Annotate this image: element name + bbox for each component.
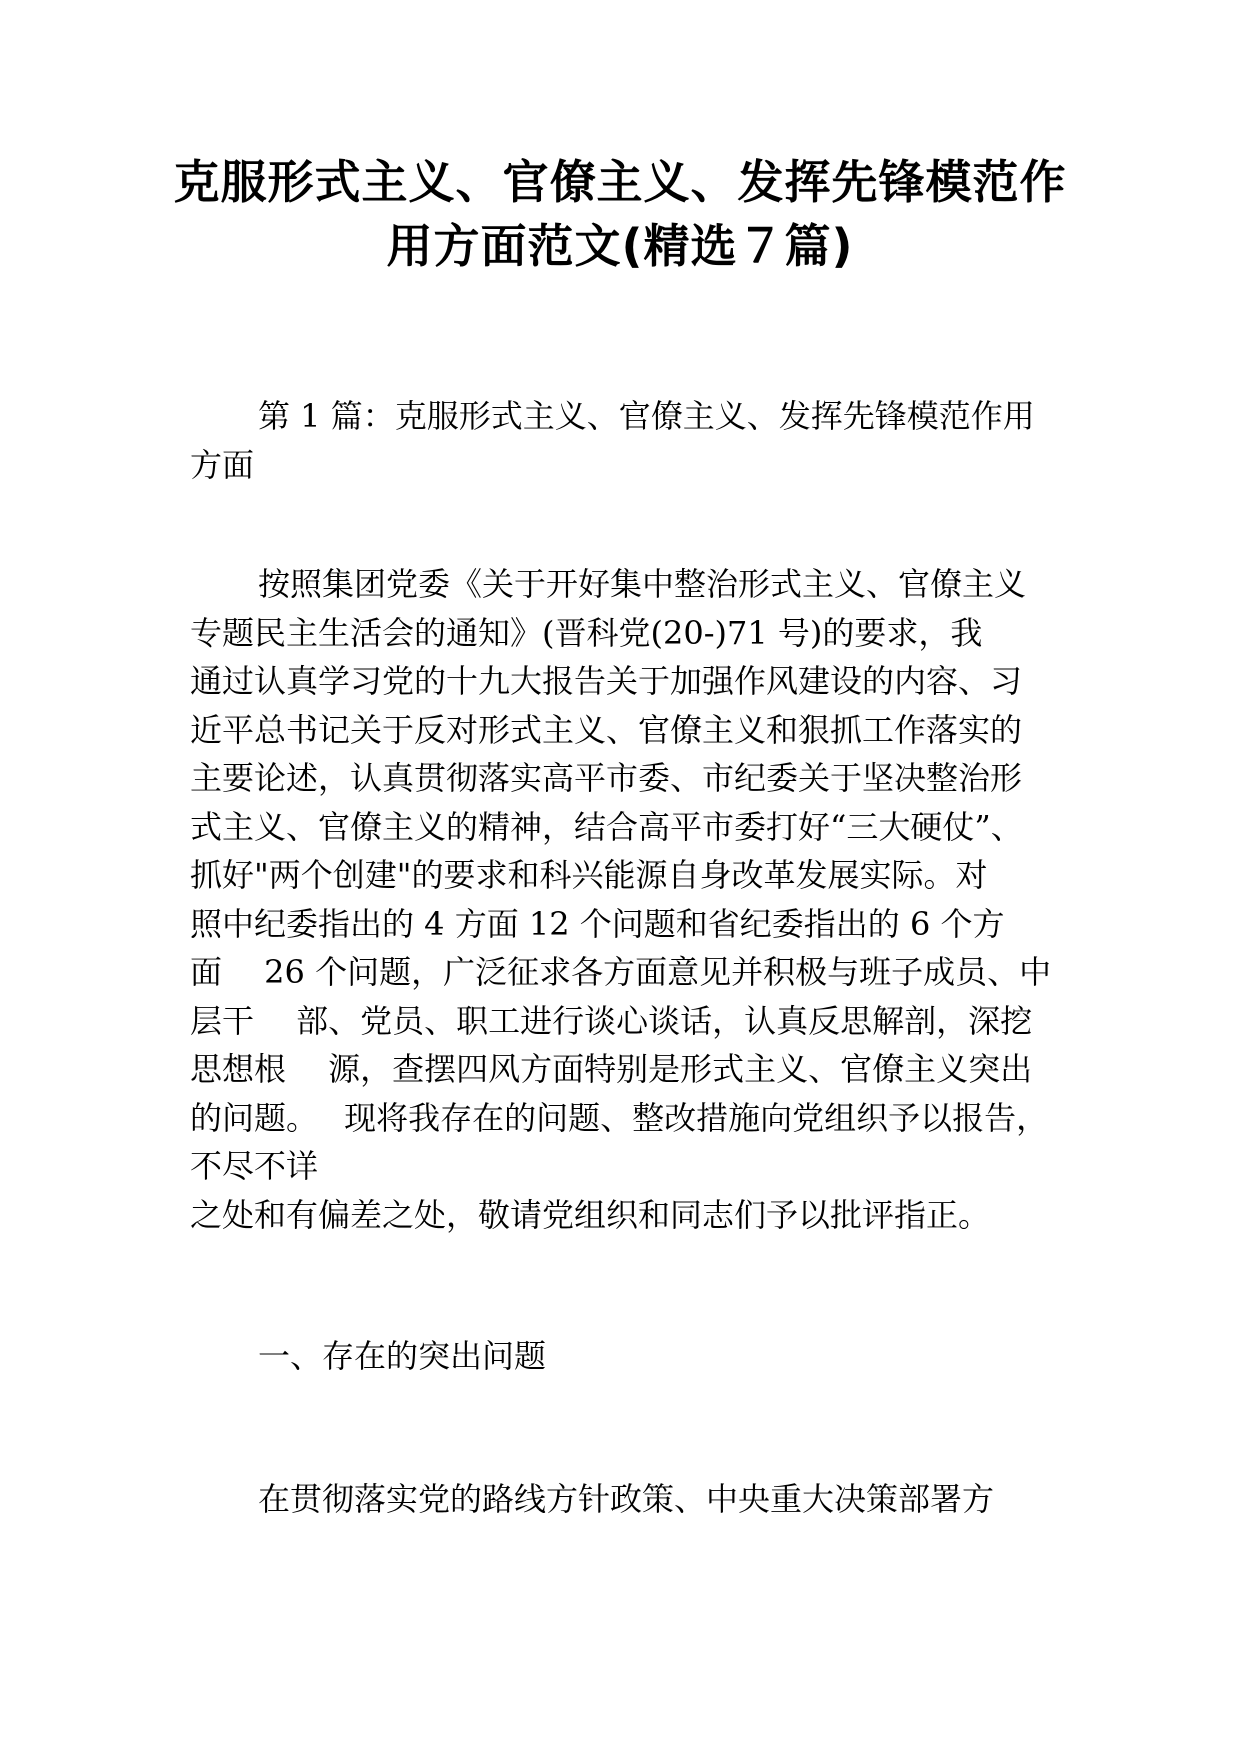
paragraph-line: 照中纪委指出的 4 方面 12 个问题和省纪委指出的 6 个方 [190,904,1005,943]
paragraph-line: 按照集团党委《关于开好集中整治形式主义、官僚主义 [258,565,1027,603]
section-heading-text: 一、存在的突出问题 [258,1337,547,1375]
document-title [150,150,1090,278]
paragraph-line: 在贯彻落实党的路线方针政策、中央重大决策部署方 [258,1480,995,1518]
chapter-heading [190,392,1035,489]
paragraph-line: 的问题。 现将我存在的问题、整改措施向党组织予以报告， [190,1098,1049,1137]
chapter-heading-line: 方面 [190,445,255,484]
paragraph-line: 抓好"两个创建"的要求和科兴能源自身改革发展实际。对 [190,856,988,894]
title-line: 克服形式主义、官僚主义、发挥先锋模范作 [173,155,1067,209]
intro-paragraph [190,560,1051,1239]
paragraph-line: 近平总书记关于反对形式主义、官僚主义和狠抓工作落实的 [190,710,1023,749]
paragraph-line: 通过认真学习党的十九大报告关于加强作风建设的内容、习 [190,662,1023,700]
section-paragraph [190,1475,994,1524]
paragraph-line: 不尽不详 [190,1147,319,1185]
chapter-heading-line: 第 1 篇：克服形式主义、官僚主义、发挥先锋模范作用 [258,397,1035,435]
paragraph-line: 主要论述，认真贯彻落实高平市委、市纪委关于坚决整治形 [190,759,1023,797]
paragraph-line: 之处和有偏差之处，敬请党组织和同志们予以批评指正。 [190,1195,991,1234]
paragraph-line: 式主义、官僚主义的精神，结合高平市委打好“三大硬仗”、 [190,807,1023,846]
paragraph-line: 专题民主生活会的通知》(晋科党(20-)71 号)的要求，我 [190,613,983,652]
paragraph-line: 层干 部、党员、职工进行谈心谈话，认真反思解剖，深挖 [190,1001,1033,1040]
section-heading [190,1332,546,1381]
paragraph-line: 面 26 个问题，广泛征求各方面意见并积极与班子成员、中 [190,953,1052,991]
title-line: 用方面范文(精选７篇) [386,219,854,273]
paragraph-line: 思想根 源，查摆四风方面特别是形式主义、官僚主义突出 [190,1050,1033,1088]
